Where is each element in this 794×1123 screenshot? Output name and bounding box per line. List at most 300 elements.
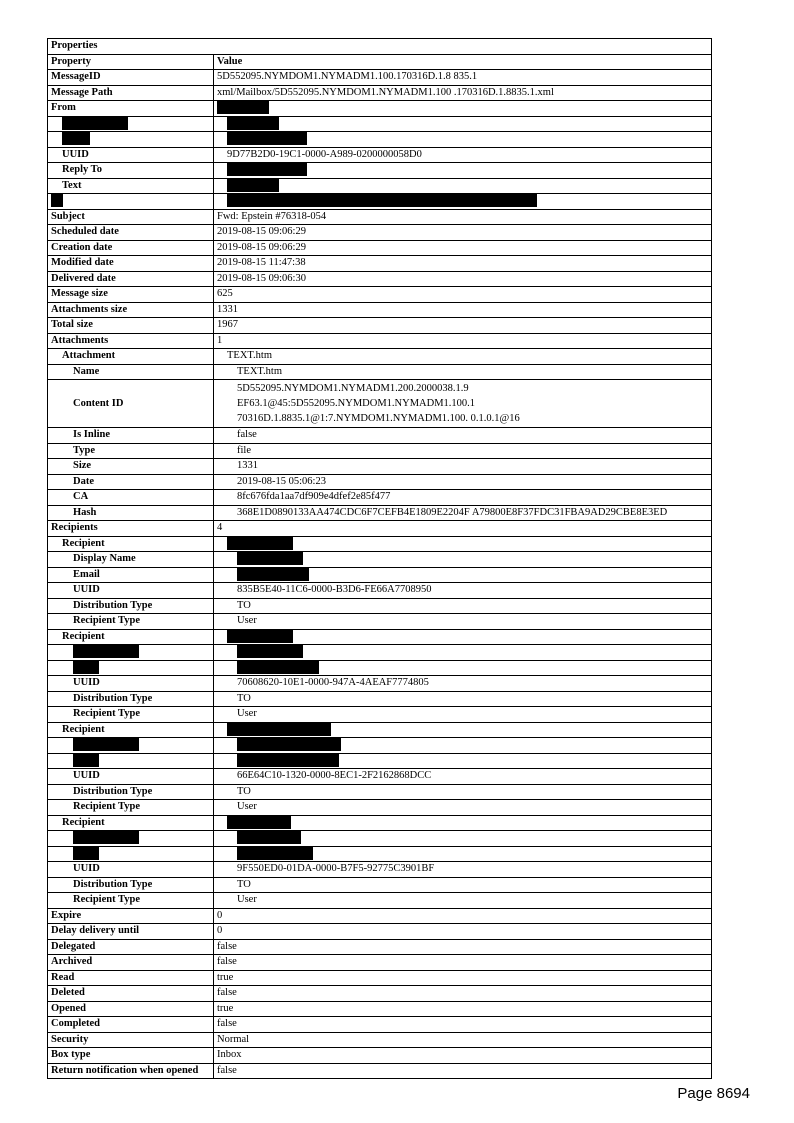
property-label: Total size [51,319,93,330]
table-row [48,939,712,955]
value-cell [214,256,712,272]
value-cell [214,474,712,490]
value-cell [214,364,712,380]
page-number: Page 8694 [677,1085,750,1102]
property-value: xml/Mailbox/5D552095.NYMDOM1.NYMADM1.100 .170316D.1.8835.1.xml [217,86,554,98]
property-value: true [217,971,234,983]
table-row [48,364,712,380]
value-cell [214,349,712,365]
property-label: Recipient Type [73,615,140,626]
value-cell [214,614,712,630]
value-cell [214,645,712,661]
redaction-block [237,831,301,844]
table-row [48,815,712,831]
value-cell [214,1017,712,1033]
value-cell [214,877,712,893]
property-label: Deleted [51,987,85,998]
table-row [48,1017,712,1033]
property-cell [48,443,214,459]
table-row [48,178,712,194]
value-cell [214,132,712,148]
table-row [48,132,712,148]
property-cell [48,567,214,583]
property-value: User [237,801,257,812]
redaction-block [73,847,99,860]
table-row [48,1063,712,1079]
property-label: Expire [51,909,82,921]
property-value: 1331 [237,460,258,471]
property-label: Read [51,971,75,983]
property-cell [48,815,214,831]
value-cell [214,1001,712,1017]
property-label: UUID [73,770,100,781]
property-label: Delay delivery until [51,925,140,936]
property-cell [48,333,214,349]
value-cell [214,784,712,800]
table-row [48,784,712,800]
property-cell [48,769,214,785]
property-value: TO [237,599,251,611]
property-value: TO [237,692,251,704]
property-cell [48,459,214,475]
table-row [48,333,712,349]
property-cell [48,676,214,692]
table-row [48,877,712,893]
property-cell [48,536,214,552]
property-cell [48,1017,214,1033]
redaction-block [73,661,99,674]
property-cell [48,893,214,909]
table-row [48,583,712,599]
table-row [48,349,712,365]
table-row [48,536,712,552]
property-label: Distribution Type [73,599,153,611]
value-cell [214,101,712,117]
property-label: Scheduled date [51,226,119,237]
redaction-block [227,194,537,207]
redaction-block [227,723,331,736]
value-cell [214,893,712,909]
value-cell [214,722,712,738]
property-cell [48,955,214,971]
redaction-block [73,645,139,658]
table-row [48,722,712,738]
value-cell [214,521,712,537]
property-label: Attachment [62,350,116,361]
value-cell [214,567,712,583]
property-cell [48,490,214,506]
table-row [48,846,712,862]
value-cell [214,428,712,444]
table-row [48,738,712,754]
property-cell [48,1063,214,1079]
property-value: 2019-08-15 05:06:23 [237,475,326,487]
property-cell [48,178,214,194]
property-label: Recipient Type [73,894,140,905]
property-value: Normal [217,1033,250,1045]
content-id-line: EF63.1@45:5D552095.NYMDOM1.NYMADM1.100.1 [237,398,476,409]
redaction-block [227,117,279,130]
redaction-block [237,738,341,751]
property-value: User [237,894,257,905]
property-cell [48,101,214,117]
property-label: From [51,102,76,113]
table-row [48,209,712,225]
value-cell [214,552,712,568]
property-value: User [237,615,257,626]
table-title-row [48,39,712,55]
property-cell [48,707,214,723]
table-row [48,459,712,475]
table-row [48,908,712,924]
property-cell [48,318,214,334]
value-cell [214,209,712,225]
property-value: 0 [217,909,223,921]
table-row [48,753,712,769]
property-cell [48,1001,214,1017]
property-value: false [217,956,237,967]
property-cell [48,598,214,614]
property-label: Size [73,460,92,471]
table-row [48,318,712,334]
property-label: UUID [73,863,100,874]
value-cell [214,490,712,506]
property-cell [48,614,214,630]
property-value: 2019-08-15 09:06:29 [217,226,306,237]
property-label: Attachments [51,334,109,346]
property-value: false [217,940,237,952]
property-cell [48,924,214,940]
property-label: Distribution Type [73,692,153,704]
table-row [48,893,712,909]
property-value: 1331 [217,303,238,315]
value-cell [214,955,712,971]
property-cell [48,70,214,86]
property-cell [48,738,214,754]
property-cell [48,474,214,490]
property-value: 368E1D0890133AA474CDC6F7CEFB4E1809E2204F A79800E8F37FDC31FBA9AD29CBE8E3ED [237,506,668,518]
table-row [48,116,712,132]
value-cell [214,676,712,692]
property-cell [48,846,214,862]
property-cell [48,691,214,707]
property-cell [48,85,214,101]
property-label: Box type [51,1049,91,1060]
property-label: Reply To [62,164,102,175]
table-row [48,707,712,723]
property-cell [48,163,214,179]
table-row [48,163,712,179]
table-row [48,629,712,645]
table-row [48,567,712,583]
property-cell [48,116,214,132]
table-row [48,1001,712,1017]
value-cell [214,302,712,318]
property-cell [48,287,214,303]
table-row [48,521,712,537]
property-cell [48,831,214,847]
property-cell [48,147,214,163]
property-label: Distribution Type [73,785,153,797]
value-cell [214,287,712,303]
redaction-block [237,661,319,674]
properties-table [47,38,712,1079]
table-row [48,691,712,707]
value-cell [214,629,712,645]
property-value: 625 [217,288,233,299]
table-row [48,955,712,971]
redaction-block [227,179,279,192]
table-row [48,676,712,692]
redaction-block [62,117,128,130]
property-label: Recipient [62,723,105,735]
property-cell [48,908,214,924]
property-value: 0 [217,925,223,936]
table-row [48,287,712,303]
value-cell [214,800,712,816]
property-cell [48,986,214,1002]
redaction-block [73,754,99,767]
property-label: Return notification when opened [51,1064,199,1076]
value-cell [214,194,712,210]
value-cell [214,707,712,723]
property-value: 5D552095.NYMDOM1.NYMADM1.100.170316D.1.8 835.1 [217,71,478,82]
value-cell [214,986,712,1002]
property-value: 2019-08-15 11:47:38 [217,257,306,268]
property-cell [48,209,214,225]
table-row [48,271,712,287]
property-value: Fwd: Epstein #76318-054 [217,210,327,222]
property-value: 70608620-10E1-0000-947A-4AEAF7774805 [237,677,429,688]
table-row [48,1032,712,1048]
header-value: Value [214,54,712,70]
value-cell [214,1063,712,1079]
redaction-block [51,194,63,207]
property-value: 1 [217,334,223,346]
property-cell [48,240,214,256]
property-value: 1967 [217,319,238,330]
value-cell [214,333,712,349]
property-value: User [237,708,257,719]
property-cell [48,349,214,365]
property-value: false [217,1018,237,1029]
content-id-line: 70316D.1.8835.1@1:7.NYMDOM1.NYMADM1.100. 0.1.0.1@16 [237,413,520,424]
table-row [48,194,712,210]
property-label: Recipient Type [73,801,140,812]
property-label: Recipient [62,816,105,828]
value-cell [214,939,712,955]
value-cell [214,660,712,676]
table-row [48,443,712,459]
property-label: Delivered date [51,272,116,284]
redaction-block [237,847,313,860]
redaction-block [227,816,291,829]
property-cell [48,428,214,444]
table-row [48,924,712,940]
property-value: TO [237,785,251,797]
property-value: false [237,429,257,440]
property-label: Content ID [73,398,124,409]
property-cell [48,302,214,318]
property-label: Creation date [51,241,113,253]
property-value: Inbox [217,1049,242,1060]
value-cell [214,459,712,475]
property-cell [48,939,214,955]
table-row [48,380,712,428]
value-cell [214,970,712,986]
table-row [48,85,712,101]
property-cell [48,645,214,661]
value-cell [214,163,712,179]
property-cell [48,194,214,210]
table-row [48,302,712,318]
table-row [48,70,712,86]
property-label: Recipient [62,630,105,642]
value-cell [214,225,712,241]
table-title: Properties [48,39,712,55]
property-cell [48,380,214,428]
table-row [48,598,712,614]
table-row [48,147,712,163]
property-label: CA [73,491,89,502]
redaction-block [227,132,307,145]
table-row [48,1048,712,1064]
value-cell [214,85,712,101]
value-cell [214,815,712,831]
redaction-block [237,645,303,658]
property-label: Is Inline [73,429,111,440]
redaction-block [73,738,139,751]
value-cell [214,178,712,194]
table-row [48,256,712,272]
property-cell [48,784,214,800]
table-row [48,660,712,676]
property-label: Recipients [51,522,98,533]
property-cell [48,629,214,645]
value-cell [214,691,712,707]
value-cell [214,147,712,163]
property-label: Modified date [51,257,114,268]
redaction-block [227,630,293,643]
property-cell [48,521,214,537]
property-label: Archived [51,956,93,967]
value-cell [214,505,712,521]
property-label: Type [73,444,95,456]
property-label: Recipient Type [73,708,140,719]
value-cell [214,271,712,287]
content-id-line: 5D552095.NYMDOM1.NYMADM1.200.2000038.1.9 [237,383,469,394]
table-row [48,986,712,1002]
property-label: Delegated [51,940,96,952]
property-label: Name [73,365,100,377]
value-cell [214,240,712,256]
property-value: 9F550ED0-01DA-0000-B7F5-92775C3901BF [237,863,435,874]
redaction-block [237,552,303,565]
value-cell [214,908,712,924]
property-label: Text [62,179,82,191]
value-cell [214,862,712,878]
table-row [48,831,712,847]
value-cell [214,318,712,334]
table-row [48,505,712,521]
table-row [48,552,712,568]
property-label: Recipient [62,537,105,549]
value-cell [214,583,712,599]
value-cell [214,738,712,754]
property-cell [48,862,214,878]
property-value: 4 [217,522,223,533]
redaction-block [237,754,339,767]
property-label: UUID [73,677,100,688]
redaction-block [227,537,293,550]
property-cell [48,1032,214,1048]
redaction-block [227,163,307,176]
property-value: 9D77B2D0-19C1-0000-A989-0200000058D0 [227,148,422,160]
property-label: Message Path [51,86,113,98]
property-value: TEXT.htm [227,350,273,361]
value-cell [214,753,712,769]
property-label: Display Name [73,553,136,564]
property-cell [48,364,214,380]
property-cell [48,800,214,816]
table-row [48,101,712,117]
property-cell [48,660,214,676]
value-cell [214,846,712,862]
redaction-block [62,132,90,145]
table-row [48,862,712,878]
table-row [48,240,712,256]
table-row [48,428,712,444]
table-row [48,769,712,785]
header-row [48,54,712,70]
property-cell [48,877,214,893]
property-label: Subject [51,210,85,222]
property-label: Date [73,475,94,487]
property-value: 835B5E40-11C6-0000-B3D6-FE66A7708950 [237,584,432,595]
property-label: Security [51,1033,89,1045]
value-cell [214,443,712,459]
value-cell [214,831,712,847]
property-label: Attachments size [51,303,128,315]
redaction-block [217,101,269,114]
table-row [48,614,712,630]
property-value: TO [237,878,251,890]
table-row [48,474,712,490]
property-value: file [237,444,251,456]
redaction-block [237,568,309,581]
value-cell [214,598,712,614]
property-cell [48,583,214,599]
property-cell [48,132,214,148]
table-row [48,225,712,241]
value-cell [214,1048,712,1064]
property-cell [48,271,214,287]
property-cell [48,970,214,986]
property-value: TEXT.htm [237,365,283,377]
value-cell [214,380,712,428]
property-label: Hash [73,506,97,518]
header-property: Property [48,54,214,70]
property-label: MessageID [51,71,101,82]
property-cell [48,256,214,272]
property-label: UUID [73,584,100,595]
property-value: false [217,1064,237,1076]
table-row [48,970,712,986]
value-cell [214,70,712,86]
property-cell [48,225,214,241]
property-value: 8fc676fda1aa7df909e4dfef2e85f477 [237,491,391,502]
property-cell [48,505,214,521]
